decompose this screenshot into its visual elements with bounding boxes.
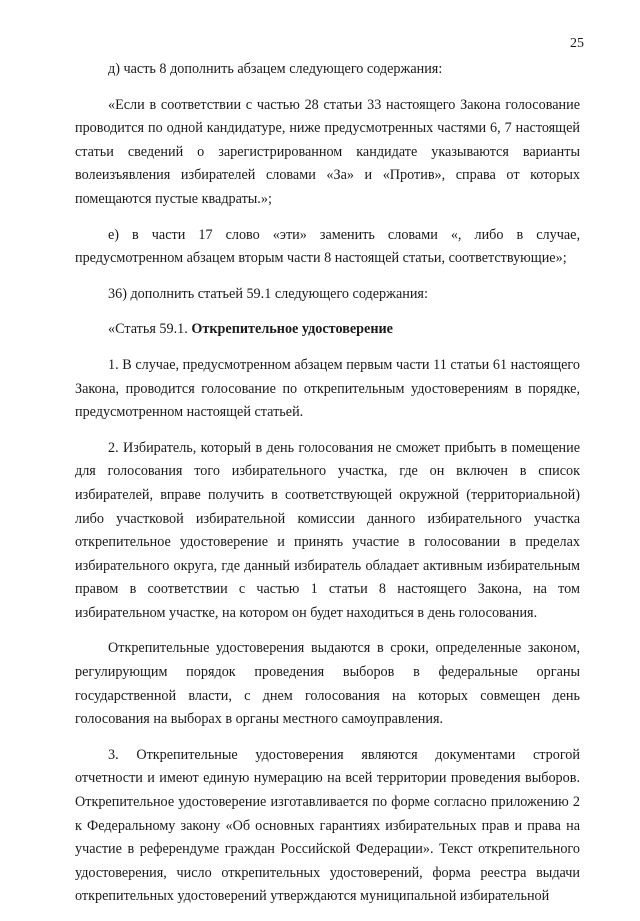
paragraph-amendment-d: д) часть 8 дополнить абзацем следующего содержания: bbox=[108, 61, 443, 77]
article-paragraph-3: 3. Открепительные удостоверения являются документами строгой отчетности и имеют единую нумерацию на всей территории проведения выборов. Открепительное удостоверение изготавливается по форме согласно приложению 2 к Федеральному закону «Об основных гарантиях избирательных прав и права на участие в референдуме граждан Российской Федерации». Текст открепительного удостоверения, число открепительных удостоверений, форма реестра выдачи открепительных удостоверений утверждаются муниципальной избирательной bbox=[75, 746, 580, 905]
article-title: Открепительное удостоверение bbox=[191, 321, 393, 338]
paragraph-amendment-e: е) в части 17 слово «эти» заменить словами «, либо в случае, предусмотренном абзацем вторым части 8 настоящей статьи, соответствующие»; bbox=[75, 226, 580, 267]
article-paragraph-2: 2. Избиратель, который в день голосования не сможет прибыть в помещение для голосования того избирательного участка, где он включен в список избирателей, вправе получить в соответствующей окружной (территориальной) либо участковой избирательной комиссии данного избирательного участка открепительное удостоверение и принять участие в голосовании в пределах избирательного округа, где данный избиратель обладает активным избирательным правом в соответствии с частью 1 статьи 8 настоящего Закона, на том избирательном участке, на котором он будет находиться в день голосования. bbox=[75, 439, 580, 621]
article-paragraph-1: 1. В случае, предусмотренном абзацем первым части 11 статьи 61 настоящего Закона, проводится голосование по открепительным удостоверениям в порядке, предусмотренном настоящей статьей. bbox=[75, 356, 580, 421]
document-body bbox=[75, 58, 580, 921]
paragraph-quoted-text: «Если в соответствии с частью 28 статьи 33 настоящего Закона голосование проводится по одной кандидатуре, ниже предусмотренных частями 6, 7 настоящей статьи сведений о зарегистрированном кандидате указываются варианты волеизъявления избирателей словами «За» и «Против», справа от которых помещаются пустые квадраты.»; bbox=[75, 96, 580, 207]
page-number: 25 bbox=[570, 36, 584, 51]
article-heading bbox=[75, 318, 580, 342]
article-prefix: «Статья 59.1. bbox=[108, 321, 192, 338]
article-paragraph-2-continued: Открепительные удостоверения выдаются в сроки, определенные законом, регулирующим порядок проведения выборов в федеральные органы государственной власти, с днем голосования на которых совмещен день голосования на выборах в органы местного самоуправления. bbox=[75, 640, 580, 728]
paragraph-item-36: 36) дополнить статьей 59.1 следующего содержания: bbox=[108, 285, 428, 302]
